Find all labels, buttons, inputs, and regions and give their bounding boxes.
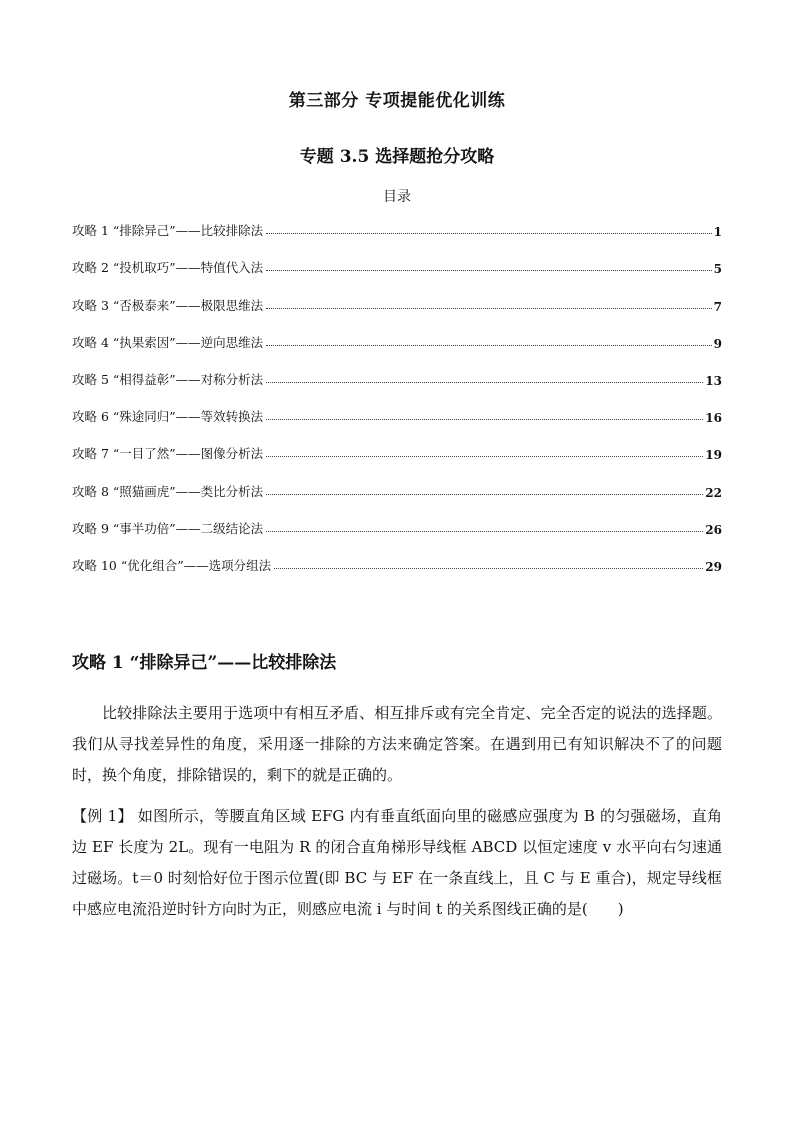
toc-leader-dots (266, 455, 703, 457)
toc-entry[interactable] (72, 351, 722, 388)
section-heading: 攻略 1 “排除异己”——比较排除法 (72, 653, 337, 673)
body-paragraph: 比较排除法主要用于选项中有相互矛盾、相互排斥或有完全肯定、完全否定的说法的选择题。我们从寻找差异性的角度，采用逐一排除的方法来确定答案。在遇到用已有知识解决不了的问题时，换个角度，排除错误的，剩下的就是正确的。 (72, 704, 722, 784)
toc-entry-label: 攻略 2 “投机取巧”——特值代入法 (72, 260, 264, 276)
toc-entry-label: 攻略 8 “照猫画虎”——类比分析法 (72, 483, 264, 499)
toc-entry-page: 29 (705, 559, 722, 574)
toc-leader-dots (266, 269, 711, 271)
toc-entry[interactable] (72, 276, 722, 313)
example-text: 如图所示，等腰直角区域 EFG 内有垂直纸面向里的磁感应强度为 B 的匀强磁场，直角边 EF 长度为 2L。现有一电阻为 R 的闭合直角梯形导线框 ABCD 以恒定速度 v 水平向右匀速通过磁场。t＝0 时刻恰好位于图示位置(即 BC 与 EF 在一条直线上，且 C 与 E 重合)，规定导线框中感应电流沿逆时针方向时为正，则感应电流 i 与时间 t 的关系图线正确的是( ) (72, 807, 722, 918)
example-paragraph (72, 801, 722, 925)
toc-entry-label: 攻略 6 “殊途同归”——等效转换法 (72, 409, 264, 425)
toc-entry[interactable] (72, 462, 722, 499)
toc-leader-dots (266, 344, 711, 346)
example-label: 【例 1】 (72, 807, 133, 825)
toc-entry[interactable] (72, 537, 722, 574)
table-of-contents (72, 202, 722, 574)
toc-entry-label: 攻略 10 “优化组合”——选项分组法 (72, 557, 272, 573)
toc-entry-label: 攻略 1 “排除异己”——比较排除法 (72, 223, 264, 239)
toc-entry[interactable] (72, 239, 722, 276)
toc-entry-label: 攻略 4 “执果索因”——逆向思维法 (72, 334, 264, 350)
toc-entry-page: 19 (705, 448, 722, 463)
toc-entry-page: 9 (713, 336, 722, 351)
toc-heading: 目录 (383, 189, 411, 205)
toc-entry-page: 22 (705, 485, 722, 500)
toc-entry[interactable] (72, 388, 722, 425)
toc-entry[interactable] (72, 202, 722, 239)
toc-leader-dots (266, 530, 703, 532)
part-title: 第三部分 专项提能优化训练 (288, 91, 506, 111)
topic-title: 专题 3.5 选择题抢分攻略 (299, 147, 495, 167)
toc-entry-page: 16 (705, 411, 722, 426)
toc-entry[interactable] (72, 425, 722, 462)
toc-entry-page: 13 (705, 373, 722, 388)
toc-leader-dots (266, 493, 703, 495)
toc-leader-dots (266, 307, 711, 309)
toc-entry[interactable] (72, 314, 722, 351)
toc-entry-page: 26 (705, 522, 722, 537)
toc-entry[interactable] (72, 500, 722, 537)
toc-entry-label: 攻略 3 “否极泰来”——极限思维法 (72, 297, 264, 313)
toc-entry-page: 5 (713, 262, 722, 277)
toc-entry-label: 攻略 7 “一目了然”——图像分析法 (72, 446, 264, 462)
toc-leader-dots (266, 232, 711, 234)
toc-entry-label: 攻略 9 “事半功倍”——二级结论法 (72, 520, 264, 536)
toc-entry-page: 7 (713, 299, 722, 314)
toc-entry-page: 1 (713, 225, 722, 240)
toc-leader-dots (266, 381, 703, 383)
toc-leader-dots (266, 418, 703, 420)
toc-leader-dots (274, 567, 703, 569)
toc-entry-label: 攻略 5 “相得益彰”——对称分析法 (72, 371, 264, 387)
